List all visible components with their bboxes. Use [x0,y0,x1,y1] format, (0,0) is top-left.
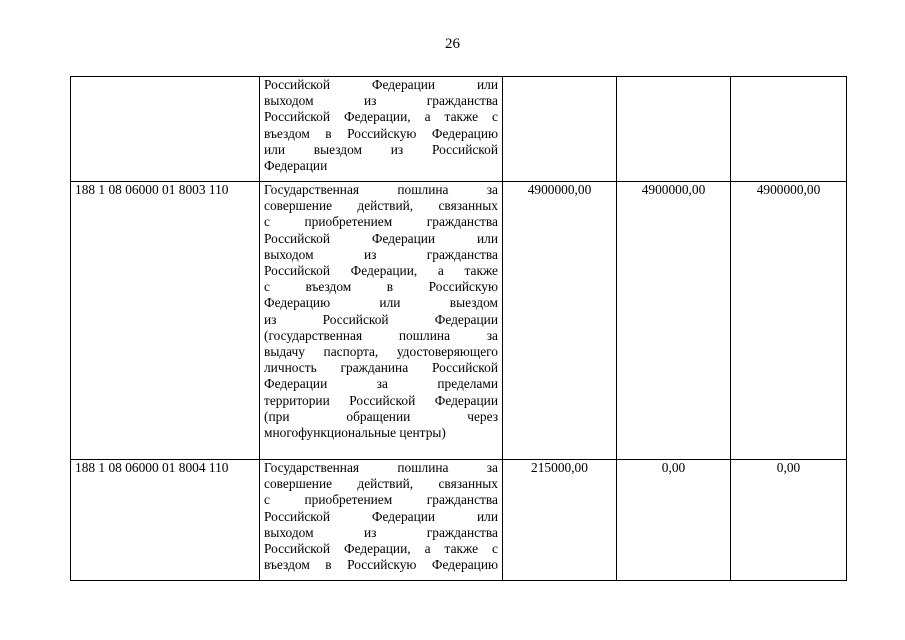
revenue-name-line: выдачу паспорта, удостоверяющего [264,344,498,360]
kbk-code-cell: 188 1 08 06000 01 8003 110 [71,182,260,460]
revenue-name-line: Российской Федерации или [264,77,498,92]
revenue-name-line: Российской Федерации, а также [264,263,498,279]
revenue-name-line: из Российской Федерации [264,311,498,327]
revenue-name-line: Российской Федерации или [264,230,498,246]
revenue-name-line: личность гражданина Российской [264,360,498,376]
amount-cell-2 [617,77,731,182]
revenue-name-cell [260,182,503,460]
revenue-name-line: (государственная пошлина за [264,327,498,343]
table-row [71,182,847,460]
revenue-name-line: Государственная пошлина за [264,182,498,197]
table-row [71,77,847,182]
revenue-name-line: Федерацию или выездом [264,295,498,311]
kbk-code-cell: 188 1 08 06000 01 8004 110 [71,460,260,581]
revenue-name-line: Государственная пошлина за [264,460,498,475]
amount-cell-2: 4900000,00 [617,182,731,460]
amount-cell-1 [503,77,617,182]
amount-cell-3 [731,77,847,182]
revenue-name-cell [260,460,503,581]
revenue-name-line: въездом в Российскую Федерацию [264,125,498,141]
revenue-name-line: многофункциональные центры) [264,425,446,441]
amount-cell-3: 4900000,00 [731,182,847,460]
amount-cell-1: 4900000,00 [503,182,617,460]
revenue-name-line: Российской Федерации, а также с [264,109,498,125]
revenue-name-line: въездом в Российскую Федерацию [264,557,498,573]
revenue-name-cell [260,77,503,182]
revenue-name-line: совершение действий, связанных [264,198,498,214]
revenue-name-line: или выездом из Российской [264,141,498,157]
revenue-name-line: территории Российской Федерации [264,392,498,408]
revenue-name-line: совершение действий, связанных [264,476,498,492]
revenue-name-line: с приобретением гражданства [264,214,498,230]
revenue-name-line: с въездом в Российскую [264,279,498,295]
page-number: 26 [445,36,460,52]
amount-cell-3: 0,00 [731,460,847,581]
kbk-code-cell [71,77,260,182]
revenue-name-line: выходом из гражданства [264,246,498,262]
amount-cell-2: 0,00 [617,460,731,581]
amount-cell-1: 215000,00 [503,460,617,581]
revenue-name-line: выходом из гражданства [264,524,498,540]
revenue-name-line: Российской Федерации, а также с [264,541,498,557]
revenue-name-line: Федерации за пределами [264,376,498,392]
revenue-name-line: с приобретением гражданства [264,492,498,508]
revenue-name-line: (при обращении через [264,408,498,424]
revenue-name-line: Федерации [264,158,328,174]
table-row [71,460,847,581]
revenue-name-line: Российской Федерации или [264,508,498,524]
budget-revenue-table [70,76,847,581]
revenue-name-line: выходом из гражданства [264,93,498,109]
